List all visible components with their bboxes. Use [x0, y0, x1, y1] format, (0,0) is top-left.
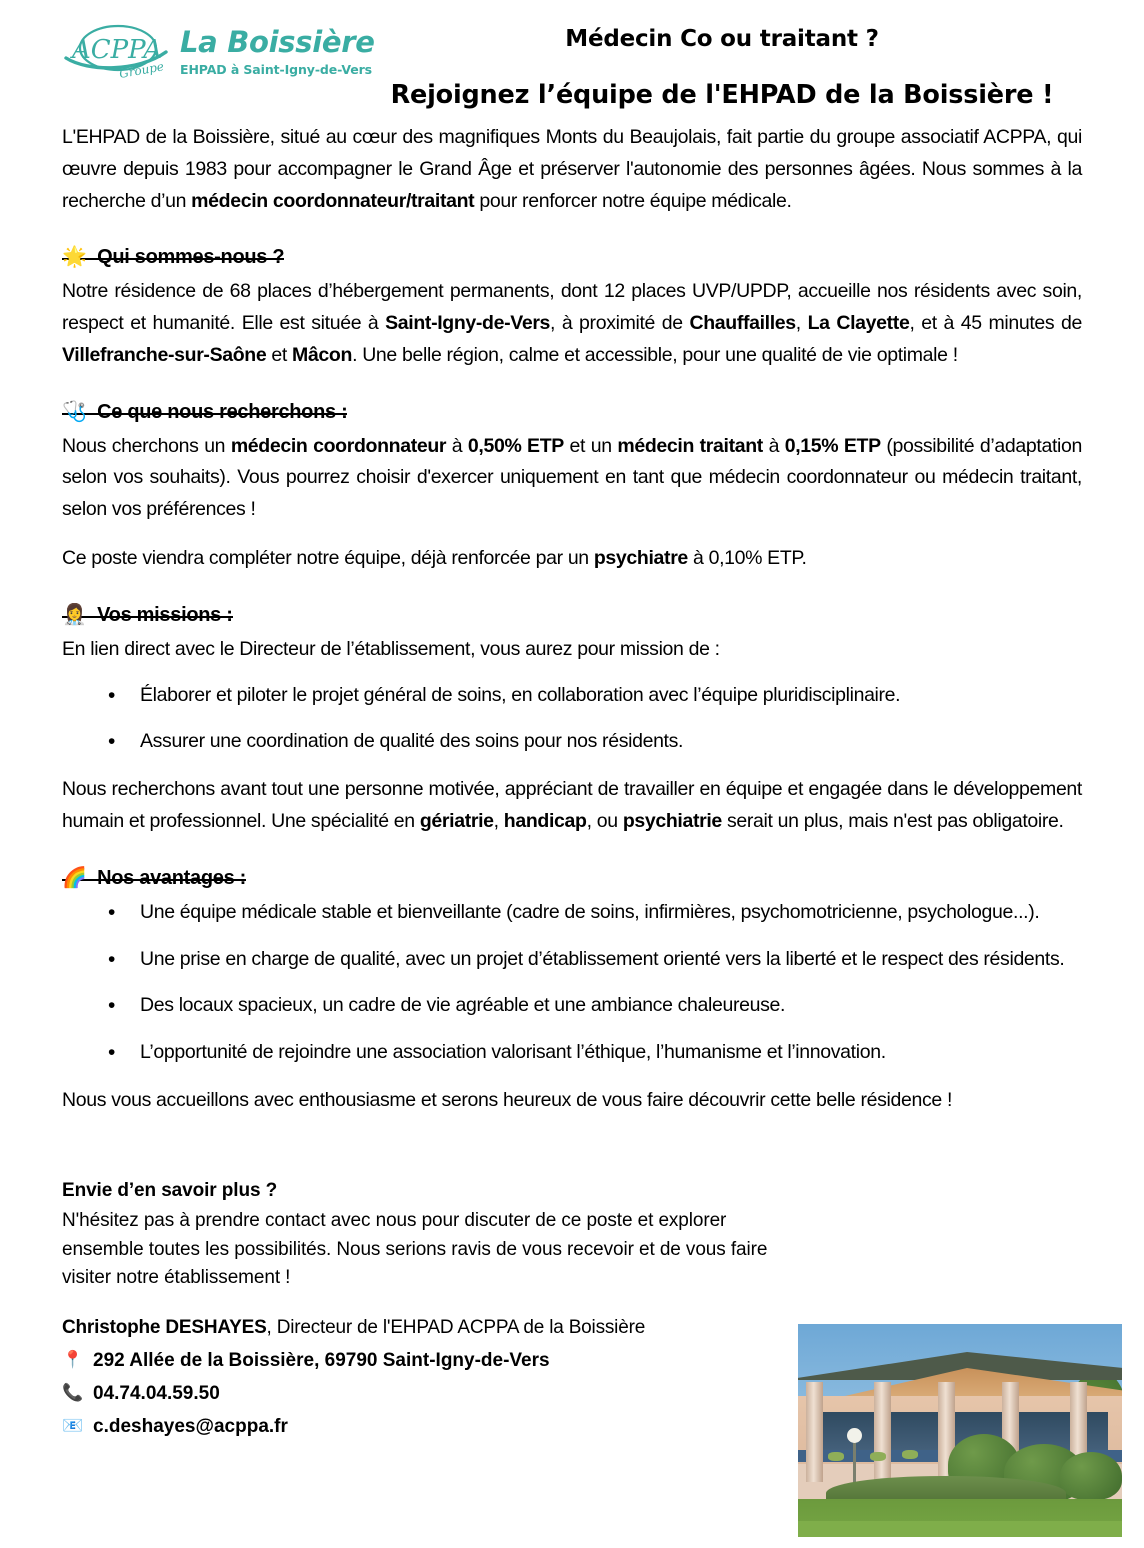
location-pin-icon: 📍	[62, 1350, 84, 1371]
intro-paragraph	[62, 122, 1082, 217]
who-text-d: ,	[795, 312, 808, 335]
list-item: • L’opportunité de rejoindre une association valorisant l’éthique, l’humanisme et l’innovation.	[140, 1037, 1082, 1069]
svg-text:ACPPA: ACPPA	[72, 35, 163, 65]
looking-paragraph-2	[62, 543, 1082, 575]
photo-lamp-post	[853, 1436, 856, 1484]
photo-lawn-foreground	[798, 1521, 1122, 1537]
contact-address: 292 Allée de la Boissière, 69790 Saint-Igny-de-Vers	[93, 1349, 550, 1371]
logo-title: La Boissière	[180, 25, 375, 59]
missions-outro-d: , ou	[586, 809, 623, 832]
photo-shrub	[1060, 1452, 1122, 1500]
looking-paragraph-1	[62, 431, 1082, 526]
missions-outro	[62, 774, 1082, 838]
ehpad-building-photo	[798, 1324, 1122, 1537]
photo-planter	[902, 1450, 918, 1459]
list-item: • Assurer une coordination de qualité des soins pour nos résidents.	[140, 726, 1082, 758]
intro-bold-role: médecin coordonnateur/traitant	[191, 189, 475, 212]
list-item: • Élaborer et piloter le projet général de soins, en collaboration avec l’équipe pluridisciplinaire.	[140, 680, 1082, 712]
section-heading-looking-label: Ce que nous recherchons :	[97, 400, 348, 423]
advantages-list	[62, 897, 1082, 1069]
looking-text-c: et un	[563, 434, 618, 457]
who-bold-town-1: Saint-Igny-de-Vers	[385, 312, 551, 335]
contact-invite-lead: Envie d’en savoir plus ?	[62, 1179, 278, 1201]
missions-bold-handicap: handicap	[503, 809, 587, 832]
document-body	[40, 122, 1104, 1117]
acppa-la-boissiere-logo	[62, 22, 375, 84]
looking-text-d: à	[762, 434, 785, 457]
list-item: • Une prise en charge de qualité, avec un projet d’établissement orienté vers la liberté et le respect des résidents.	[140, 944, 1082, 976]
acppa-logo-icon	[62, 22, 174, 84]
intro-text-2: pour renforcer notre équipe médicale.	[474, 189, 792, 212]
contact-email[interactable]: c.deshayes@acppa.fr	[93, 1415, 288, 1437]
looking2-text-a: Ce poste viendra compléter notre équipe, déjà renforcée par un	[62, 547, 594, 570]
photo-column	[874, 1382, 891, 1482]
photo-column	[806, 1382, 823, 1482]
phone-icon: 📞	[62, 1383, 84, 1404]
photo-planter	[870, 1452, 886, 1461]
section-heading-who-label: Qui sommes-nous ?	[97, 246, 285, 269]
who-paragraph	[62, 276, 1082, 371]
missions-intro: En lien direct avec le Directeur de l’établissement, vous aurez pour mission de :	[62, 637, 720, 660]
section-heading-who-wrap	[62, 234, 1082, 276]
section-heading-looking	[62, 398, 348, 423]
photo-lamp-head	[847, 1428, 862, 1443]
missions-outro-e: serait un plus, mais n'est pas obligatoire.	[721, 809, 1064, 832]
logo-subtitle: EHPAD à Saint-Igny-de-Vers	[180, 62, 372, 77]
who-bold-town-4: Villefranche-sur-Saône	[62, 343, 267, 366]
section-heading-missions-label: Vos missions :	[97, 603, 233, 626]
section-heading-looking-wrap	[62, 389, 1082, 431]
who-text-c: , à proximité de	[550, 312, 690, 335]
who-text-f: et	[266, 343, 293, 366]
contact-name: Christophe DESHAYES	[62, 1316, 267, 1338]
contact-role: , Directeur de l'EHPAD ACPPA de la Boissière	[266, 1316, 646, 1338]
who-text-a: Notre résidence de 68 places d’hébergement permanents, dont 12 places UVP/UPDP, accueille nos résidents avec soin, respect et humanité. Elle est située à	[62, 280, 1082, 335]
looking-bold-role-1: médecin coordonnateur	[230, 434, 447, 457]
advantages-closing: Nous vous accueillons avec enthousiasme et serons heureux de vous faire découvrir cette belle résidence !	[62, 1088, 953, 1111]
section-heading-missions-wrap	[62, 592, 1082, 634]
who-text-g: . Une belle région, calme et accessible, pour une qualité de vie optimale !	[352, 343, 958, 366]
page-title-primary: Médecin Co ou traitant ?	[565, 26, 879, 52]
rainbow-icon: 🌈	[62, 864, 87, 889]
missions-list	[62, 680, 1082, 759]
missions-outro-c: ,	[493, 809, 504, 832]
looking2-bold-psychiatre: psychiatre	[593, 547, 688, 570]
missions-bold-psychiatrie: psychiatrie	[622, 809, 722, 832]
list-item: • Une équipe médicale stable et bienveillante (cadre de soins, infirmières, psychomotricienne, psychologue...).	[140, 897, 1082, 929]
stethoscope-icon: 🩺	[62, 398, 87, 423]
looking-text-e: (possibilité d’adaptation selon vos souhaits). Vous pourrez choisir d'exercer uniquement en tant que médecin coordonnateur ou médecin traitant, selon vos préférences !	[62, 434, 1082, 521]
photo-planter	[828, 1452, 844, 1461]
looking-bold-role-2: médecin traitant	[617, 434, 763, 457]
contact-invite	[62, 1177, 777, 1293]
page-title-secondary: Rejoignez l’équipe de l'EHPAD de la Boissière !	[390, 80, 1054, 110]
looking-text-b: à	[446, 434, 468, 457]
looking2-text-c: à 0,10% ETP.	[687, 547, 807, 570]
who-bold-town-2: Chauffailles	[689, 312, 796, 335]
section-heading-advantages-wrap	[62, 855, 1082, 897]
contact-phone[interactable]: 04.74.04.59.50	[93, 1382, 220, 1404]
intro-text-1: L'EHPAD de la Boissière, situé au cœur des magnifiques Monts du Beaujolais, fait partie du groupe associatif ACPPA, qui œuvre depuis 1983 pour accompagner le Grand Âge et préserver l'autonomie des personnes âgées. Nous sommes à la recherche d’un	[62, 126, 1082, 212]
sun-sparkle-icon: 🌟	[62, 244, 87, 269]
section-heading-missions	[62, 601, 233, 626]
woman-health-worker-icon: 👩‍⚕️	[62, 601, 87, 626]
who-bold-town-5: Mâcon	[292, 343, 353, 366]
list-item: • Des locaux spacieux, un cadre de vie agréable et une ambiance chaleureuse.	[140, 990, 1082, 1022]
looking-bold-etp-1: 0,50% ETP	[467, 434, 564, 457]
header-titles	[340, 26, 1104, 110]
who-text-e: , et à 45 minutes de	[909, 312, 1083, 335]
document-header	[40, 0, 1104, 122]
section-heading-advantages-label: Nos avantages :	[97, 866, 247, 889]
contact-invite-body: N'hésitez pas à prendre contact avec nous pour discuter de ce poste et explorer ensemble toutes les possibilités. Nous serions ravis de vous recevoir et de vous faire visiter notre établissement !	[62, 1210, 768, 1289]
section-heading-advantages	[62, 864, 247, 889]
looking-text-a: Nous cherchons un	[62, 434, 231, 457]
missions-outro-a: Nous recherchons avant tout une personne motivée, appréciant de travailler en équipe et engagée dans le développement humain et professionnel. Une spécialité en	[62, 778, 1082, 832]
svg-text:Groupe: Groupe	[118, 59, 165, 81]
looking-bold-etp-2: 0,15% ETP	[784, 434, 881, 457]
who-bold-town-3: La Clayette	[807, 312, 910, 335]
missions-bold-geriatrie: gériatrie	[419, 809, 494, 832]
email-icon: 📧	[62, 1416, 84, 1437]
section-heading-who	[62, 244, 285, 269]
